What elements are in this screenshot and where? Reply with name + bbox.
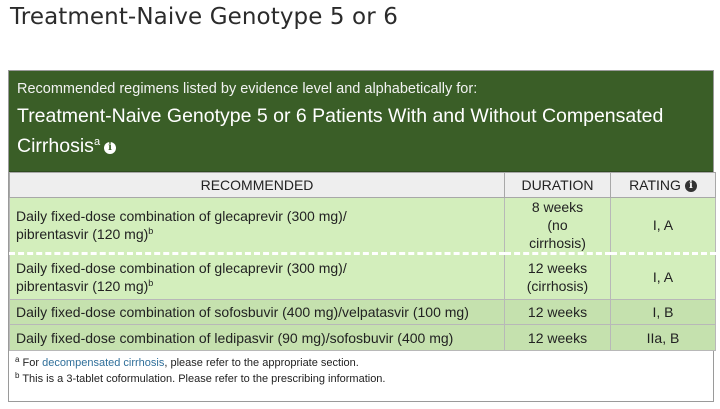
footnote-a-prefix: For <box>22 357 43 369</box>
regimen-cell: Daily fixed-dose combination of ledipasvir (90 mg)/sofosbuvir (400 mg) <box>10 325 505 351</box>
footnote-a <box>15 355 707 371</box>
info-icon[interactable]: i <box>104 142 116 154</box>
page-title: Treatment-Naive Genotype 5 or 6 <box>10 4 398 30</box>
duration-cell: 12 weeks <box>505 325 611 351</box>
rating-info-icon[interactable]: i <box>685 180 697 192</box>
regimen-line: pibrentasvir (120 mg) <box>16 278 149 294</box>
footnote-b <box>15 371 707 387</box>
duration-line: (cirrhosis) <box>526 278 589 294</box>
column-header-rating-label: RATING <box>629 177 681 193</box>
recommendation-box <box>8 70 714 402</box>
footnote-a-suffix: , please refer to the appropriate section. <box>164 357 359 369</box>
table-row <box>10 254 716 300</box>
regimen-line: pibrentasvir (120 mg) <box>16 226 149 242</box>
regimen-line: Daily fixed-dose combination of glecaprevir (300 mg)/ <box>16 208 347 224</box>
header-title <box>17 103 705 159</box>
column-header-rating <box>611 173 716 198</box>
decompensated-cirrhosis-link[interactable]: decompensated cirrhosis <box>42 357 165 369</box>
regimen-footnote-mark: b <box>148 278 154 288</box>
column-header-recommended: RECOMMENDED <box>10 173 505 198</box>
regimen-cell <box>10 254 505 300</box>
rating-cell: I, A <box>611 198 716 254</box>
table-row <box>10 198 716 254</box>
rating-cell: I, B <box>611 300 716 325</box>
table-header-row <box>10 173 716 198</box>
footnote-a-mark: a <box>15 355 20 364</box>
regimen-cell: Daily fixed-dose combination of sofosbuvir (400 mg)/velpatasvir (100 mg) <box>10 300 505 325</box>
header-title-footnote-mark: a <box>93 136 101 148</box>
recommendation-header <box>9 71 713 172</box>
table-row <box>10 325 716 351</box>
duration-cell <box>505 254 611 300</box>
table-row <box>10 300 716 325</box>
duration-line: cirrhosis) <box>529 235 586 251</box>
duration-cell <box>505 198 611 254</box>
header-title-text: Treatment-Naive Genotype 5 or 6 Patients With and Without Compensated Cirrhosis <box>17 105 664 157</box>
regimen-table <box>9 172 716 351</box>
duration-cell: 12 weeks <box>505 300 611 325</box>
regimen-cell <box>10 198 505 254</box>
column-header-duration: DURATION <box>505 173 611 198</box>
duration-line: 12 weeks <box>527 260 588 276</box>
rating-cell: IIa, B <box>611 325 716 351</box>
regimen-line: Daily fixed-dose combination of glecaprevir (300 mg)/ <box>16 260 347 276</box>
rating-cell: I, A <box>611 254 716 300</box>
footnotes <box>9 351 713 387</box>
footnote-b-text: This is a 3-tablet coformulation. Please refer to the prescribing information. <box>22 373 386 385</box>
regimen-footnote-mark: b <box>148 226 154 236</box>
header-subtitle: Recommended regimens listed by evidence level and alphabetically for: <box>17 81 478 97</box>
footnote-b-mark: b <box>15 371 20 380</box>
duration-line: 8 weeks <box>531 199 584 215</box>
duration-line: (no <box>547 217 568 233</box>
